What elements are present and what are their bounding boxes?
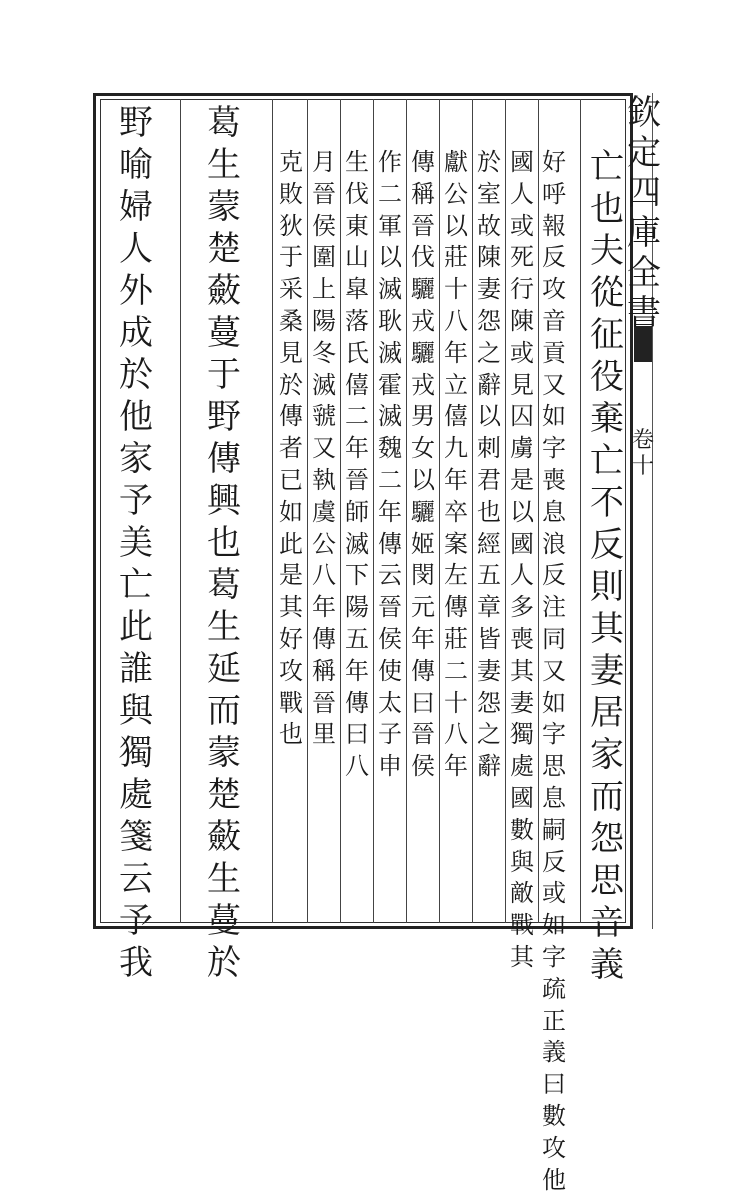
glyph: 人 (510, 182, 534, 214)
glyph: 此 (279, 532, 303, 564)
glyph: 驪 (411, 277, 435, 309)
glyph: 延 (207, 652, 241, 694)
glyph: 以 (378, 245, 402, 277)
glyph: 克 (279, 150, 303, 182)
glyph: 如 (542, 913, 566, 945)
glyph: 生 (207, 610, 241, 652)
glyph: 如 (542, 404, 566, 436)
text-column (374, 150, 406, 786)
glyph: 好 (542, 150, 566, 182)
glyph: 皐 (345, 277, 369, 309)
glyph: 師 (345, 500, 369, 532)
glyph: 亡 (590, 444, 624, 486)
glyph: 陳 (477, 245, 501, 277)
text-column (506, 150, 538, 977)
glyph: 月 (312, 150, 336, 182)
glyph: 申 (378, 754, 402, 786)
column-rule (180, 99, 181, 923)
glyph: 戰 (510, 913, 534, 945)
glyph: 戎 (411, 309, 435, 341)
glyph: 戰 (279, 691, 303, 723)
glyph: 四 (627, 176, 661, 216)
text-column (275, 150, 307, 754)
glyph: 字 (542, 436, 566, 468)
glyph: 生 (207, 862, 241, 904)
column-rule (580, 99, 581, 923)
glyph: 上 (312, 277, 336, 309)
glyph: 冬 (312, 341, 336, 373)
glyph: 如 (542, 691, 566, 723)
glyph: 十 (444, 277, 468, 309)
glyph: 傳 (444, 595, 468, 627)
glyph: 滅 (312, 373, 336, 405)
glyph: 也 (477, 500, 501, 532)
glyph: 也 (590, 192, 624, 234)
glyph: 反 (542, 563, 566, 595)
glyph: 又 (312, 436, 336, 468)
glyph: 侯 (378, 627, 402, 659)
glyph: 滅 (378, 404, 402, 436)
glyph: 喪 (510, 627, 534, 659)
glyph: 傳 (207, 442, 241, 484)
glyph: 美 (119, 526, 153, 568)
glyph: 處 (119, 778, 153, 820)
glyph: 是 (279, 563, 303, 595)
glyph: 其 (510, 945, 534, 977)
glyph: 或 (542, 881, 566, 913)
glyph: 息 (542, 786, 566, 818)
glyph: 敗 (279, 182, 303, 214)
glyph: 作 (378, 150, 402, 182)
glyph: 妻 (510, 691, 534, 723)
glyph: 八 (345, 754, 369, 786)
glyph: 年 (345, 436, 369, 468)
glyph: 閔 (411, 563, 435, 595)
glyph: 蔓 (207, 316, 241, 358)
glyph: 八 (312, 563, 336, 595)
text-column (407, 150, 439, 786)
glyph: 侯 (411, 754, 435, 786)
glyph: 落 (345, 309, 369, 341)
glyph: 二 (444, 659, 468, 691)
glyph: 二 (378, 468, 402, 500)
text-column (440, 150, 472, 786)
juan-label (628, 430, 658, 482)
glyph: 野 (119, 106, 153, 148)
glyph: 從 (590, 276, 624, 318)
glyph: 皆 (477, 627, 501, 659)
glyph: 晉 (345, 468, 369, 500)
glyph: 僖 (444, 404, 468, 436)
glyph: 辭 (477, 754, 501, 786)
glyph: 其 (590, 612, 624, 654)
glyph: 年 (444, 468, 468, 500)
glyph: 云 (378, 563, 402, 595)
glyph: 蘞 (207, 274, 241, 316)
glyph: 陳 (510, 309, 534, 341)
glyph: 公 (312, 532, 336, 564)
glyph: 不 (590, 486, 624, 528)
glyph: 音 (590, 906, 624, 948)
glyph: 妻 (477, 659, 501, 691)
glyph: 虢 (312, 404, 336, 436)
glyph: 以 (411, 468, 435, 500)
glyph: 則 (590, 570, 624, 612)
glyph: 字 (542, 722, 566, 754)
glyph: 晉 (411, 214, 435, 246)
glyph: 怨 (477, 309, 501, 341)
glyph: 又 (542, 659, 566, 691)
glyph: 曰 (345, 722, 369, 754)
glyph: 報 (542, 214, 566, 246)
glyph: 義 (590, 948, 624, 990)
glyph: 數 (542, 1104, 566, 1136)
glyph: 蘞 (207, 820, 241, 862)
glyph: 年 (378, 500, 402, 532)
glyph: 如 (279, 500, 303, 532)
glyph: 氏 (345, 341, 369, 373)
glyph: 與 (119, 694, 153, 736)
glyph: 二 (345, 404, 369, 436)
glyph: 於 (119, 358, 153, 400)
glyph: 或 (510, 341, 534, 373)
glyph: 思 (590, 864, 624, 906)
glyph: 誰 (119, 652, 153, 694)
glyph: 注 (542, 595, 566, 627)
glyph: 是 (510, 468, 534, 500)
glyph: 以 (477, 404, 501, 436)
glyph: 故 (477, 214, 501, 246)
glyph: 以 (444, 214, 468, 246)
glyph: 晉 (312, 691, 336, 723)
glyph: 里 (312, 722, 336, 754)
glyph: 反 (590, 528, 624, 570)
glyph: 女 (411, 436, 435, 468)
glyph: 生 (207, 148, 241, 190)
glyph: 國 (510, 150, 534, 182)
glyph: 夫 (590, 234, 624, 276)
glyph: 傳 (345, 691, 369, 723)
glyph: 定 (627, 136, 661, 176)
glyph: 他 (119, 400, 153, 442)
glyph: 楚 (207, 778, 241, 820)
glyph: 滅 (378, 341, 402, 373)
glyph: 僖 (345, 373, 369, 405)
glyph: 莊 (444, 627, 468, 659)
glyph: 戎 (411, 373, 435, 405)
glyph: 經 (477, 532, 501, 564)
glyph: 男 (411, 404, 435, 436)
glyph: 國 (510, 532, 534, 564)
glyph: 伐 (411, 245, 435, 277)
glyph: 家 (590, 738, 624, 780)
glyph: 攻 (542, 277, 566, 309)
glyph: 怨 (477, 691, 501, 723)
glyph: 年 (444, 754, 468, 786)
glyph: 與 (510, 850, 534, 882)
glyph: 於 (279, 373, 303, 405)
glyph: 楚 (207, 232, 241, 274)
glyph: 見 (279, 341, 303, 373)
glyph: 怨 (590, 822, 624, 864)
glyph: 敵 (510, 881, 534, 913)
glyph: 蔓 (207, 904, 241, 946)
glyph: 而 (590, 780, 624, 822)
glyph: 或 (510, 214, 534, 246)
glyph: 外 (119, 274, 153, 316)
glyph: 思 (542, 754, 566, 786)
glyph: 蒙 (207, 736, 241, 778)
glyph: 又 (542, 373, 566, 405)
glyph: 五 (477, 563, 501, 595)
glyph: 好 (279, 627, 303, 659)
glyph: 傳 (312, 627, 336, 659)
glyph: 章 (477, 595, 501, 627)
glyph: 嗣 (542, 818, 566, 850)
text-column (538, 150, 570, 1199)
glyph: 居 (590, 696, 624, 738)
glyph: 同 (542, 627, 566, 659)
glyph: 家 (119, 442, 153, 484)
glyph: 傳 (378, 532, 402, 564)
text-column (308, 150, 340, 754)
glyph: 野 (207, 400, 241, 442)
glyph: 婦 (119, 190, 153, 232)
glyph: 于 (207, 358, 241, 400)
glyph: 傳 (411, 150, 435, 182)
column-rule (272, 99, 273, 923)
glyph: 刺 (477, 436, 501, 468)
glyph: 十 (444, 691, 468, 723)
glyph: 虞 (312, 500, 336, 532)
glyph: 年 (345, 659, 369, 691)
glyph: 予 (119, 904, 153, 946)
glyph: 貢 (542, 341, 566, 373)
glyph: 獻 (444, 150, 468, 182)
glyph: 耿 (378, 309, 402, 341)
glyph: 亡 (119, 568, 153, 610)
glyph: 曰 (542, 1072, 566, 1104)
glyph: 正 (542, 1009, 566, 1041)
glyph: 反 (542, 245, 566, 277)
glyph: 獨 (119, 736, 153, 778)
glyph: 室 (477, 182, 501, 214)
glyph: 見 (510, 373, 534, 405)
glyph: 書 (627, 296, 661, 336)
glyph: 太 (378, 691, 402, 723)
glyph: 下 (345, 563, 369, 595)
glyph: 之 (477, 341, 501, 373)
glyph: 辭 (477, 373, 501, 405)
glyph: 執 (312, 468, 336, 500)
glyph: 采 (279, 277, 303, 309)
glyph: 反 (542, 850, 566, 882)
glyph: 義 (542, 1040, 566, 1072)
glyph: 稱 (411, 182, 435, 214)
glyph: 軍 (378, 214, 402, 246)
glyph: 役 (590, 360, 624, 402)
glyph: 子 (378, 722, 402, 754)
glyph: 予 (119, 484, 153, 526)
glyph: 棄 (590, 402, 624, 444)
glyph: 君 (477, 468, 501, 500)
glyph: 驪 (411, 341, 435, 373)
glyph: 國 (510, 786, 534, 818)
glyph: 人 (119, 232, 153, 274)
glyph: 案 (444, 532, 468, 564)
text-column (473, 150, 505, 786)
glyph: 浪 (542, 532, 566, 564)
glyph: 八 (444, 309, 468, 341)
text-column (113, 106, 159, 988)
glyph: 晉 (411, 722, 435, 754)
glyph: 十 (632, 456, 654, 482)
glyph: 欽 (627, 96, 661, 136)
glyph: 虜 (510, 436, 534, 468)
glyph: 全 (627, 256, 661, 296)
glyph: 陽 (312, 309, 336, 341)
glyph: 姬 (411, 532, 435, 564)
glyph: 圍 (312, 245, 336, 277)
glyph: 元 (411, 595, 435, 627)
glyph: 之 (477, 722, 501, 754)
glyph: 年 (312, 595, 336, 627)
glyph: 喪 (542, 468, 566, 500)
glyph: 者 (279, 436, 303, 468)
glyph: 以 (510, 500, 534, 532)
glyph: 於 (207, 946, 241, 988)
glyph: 傳 (411, 659, 435, 691)
glyph: 霍 (378, 373, 402, 405)
glyph: 征 (590, 318, 624, 360)
glyph: 卒 (444, 500, 468, 532)
glyph: 二 (378, 182, 402, 214)
glyph: 他 (542, 1168, 566, 1199)
glyph: 多 (510, 595, 534, 627)
glyph: 卷 (632, 430, 654, 456)
text-column (341, 150, 373, 786)
glyph: 東 (345, 214, 369, 246)
glyph: 死 (510, 245, 534, 277)
glyph: 妻 (590, 654, 624, 696)
glyph: 驪 (411, 500, 435, 532)
glyph: 晉 (312, 182, 336, 214)
glyph: 其 (510, 659, 534, 691)
glyph: 蒙 (207, 190, 241, 232)
glyph: 箋 (119, 820, 153, 862)
glyph: 行 (510, 277, 534, 309)
glyph: 獨 (510, 722, 534, 754)
glyph: 莊 (444, 245, 468, 277)
glyph: 滅 (378, 277, 402, 309)
glyph: 伐 (345, 182, 369, 214)
glyph: 妻 (477, 277, 501, 309)
glyph: 數 (510, 818, 534, 850)
glyph: 囚 (510, 404, 534, 436)
glyph: 五 (345, 627, 369, 659)
glyph: 呼 (542, 182, 566, 214)
glyph: 我 (119, 946, 153, 988)
glyph: 八 (444, 722, 468, 754)
text-column (201, 106, 247, 988)
glyph: 生 (345, 150, 369, 182)
glyph: 山 (345, 245, 369, 277)
glyph: 而 (207, 694, 241, 736)
glyph: 稱 (312, 659, 336, 691)
glyph: 陽 (345, 595, 369, 627)
glyph: 於 (477, 150, 501, 182)
glyph: 滅 (345, 532, 369, 564)
glyph: 傳 (279, 404, 303, 436)
glyph: 晉 (378, 595, 402, 627)
glyph: 喻 (119, 148, 153, 190)
glyph: 人 (510, 563, 534, 595)
glyph: 已 (279, 468, 303, 500)
glyph: 葛 (207, 568, 241, 610)
glyph: 公 (444, 182, 468, 214)
glyph: 年 (444, 341, 468, 373)
glyph: 成 (119, 316, 153, 358)
glyph: 年 (411, 627, 435, 659)
glyph: 攻 (279, 659, 303, 691)
glyph: 疏 (542, 977, 566, 1009)
glyph: 興 (207, 484, 241, 526)
glyph: 字 (542, 945, 566, 977)
glyph: 庫 (627, 216, 661, 256)
glyph: 息 (542, 500, 566, 532)
glyph: 音 (542, 309, 566, 341)
glyph: 九 (444, 436, 468, 468)
glyph: 狄 (279, 214, 303, 246)
glyph: 也 (207, 526, 241, 568)
glyph: 云 (119, 862, 153, 904)
glyph: 左 (444, 563, 468, 595)
glyph: 立 (444, 373, 468, 405)
glyph: 也 (279, 722, 303, 754)
glyph: 處 (510, 754, 534, 786)
glyph: 使 (378, 659, 402, 691)
glyph: 亡 (590, 150, 624, 192)
glyph: 桑 (279, 309, 303, 341)
glyph: 于 (279, 245, 303, 277)
glyph: 曰 (411, 691, 435, 723)
text-column (584, 150, 630, 990)
glyph: 魏 (378, 436, 402, 468)
glyph: 此 (119, 610, 153, 652)
glyph: 攻 (542, 1136, 566, 1168)
glyph: 葛 (207, 106, 241, 148)
glyph: 侯 (312, 214, 336, 246)
glyph: 其 (279, 595, 303, 627)
